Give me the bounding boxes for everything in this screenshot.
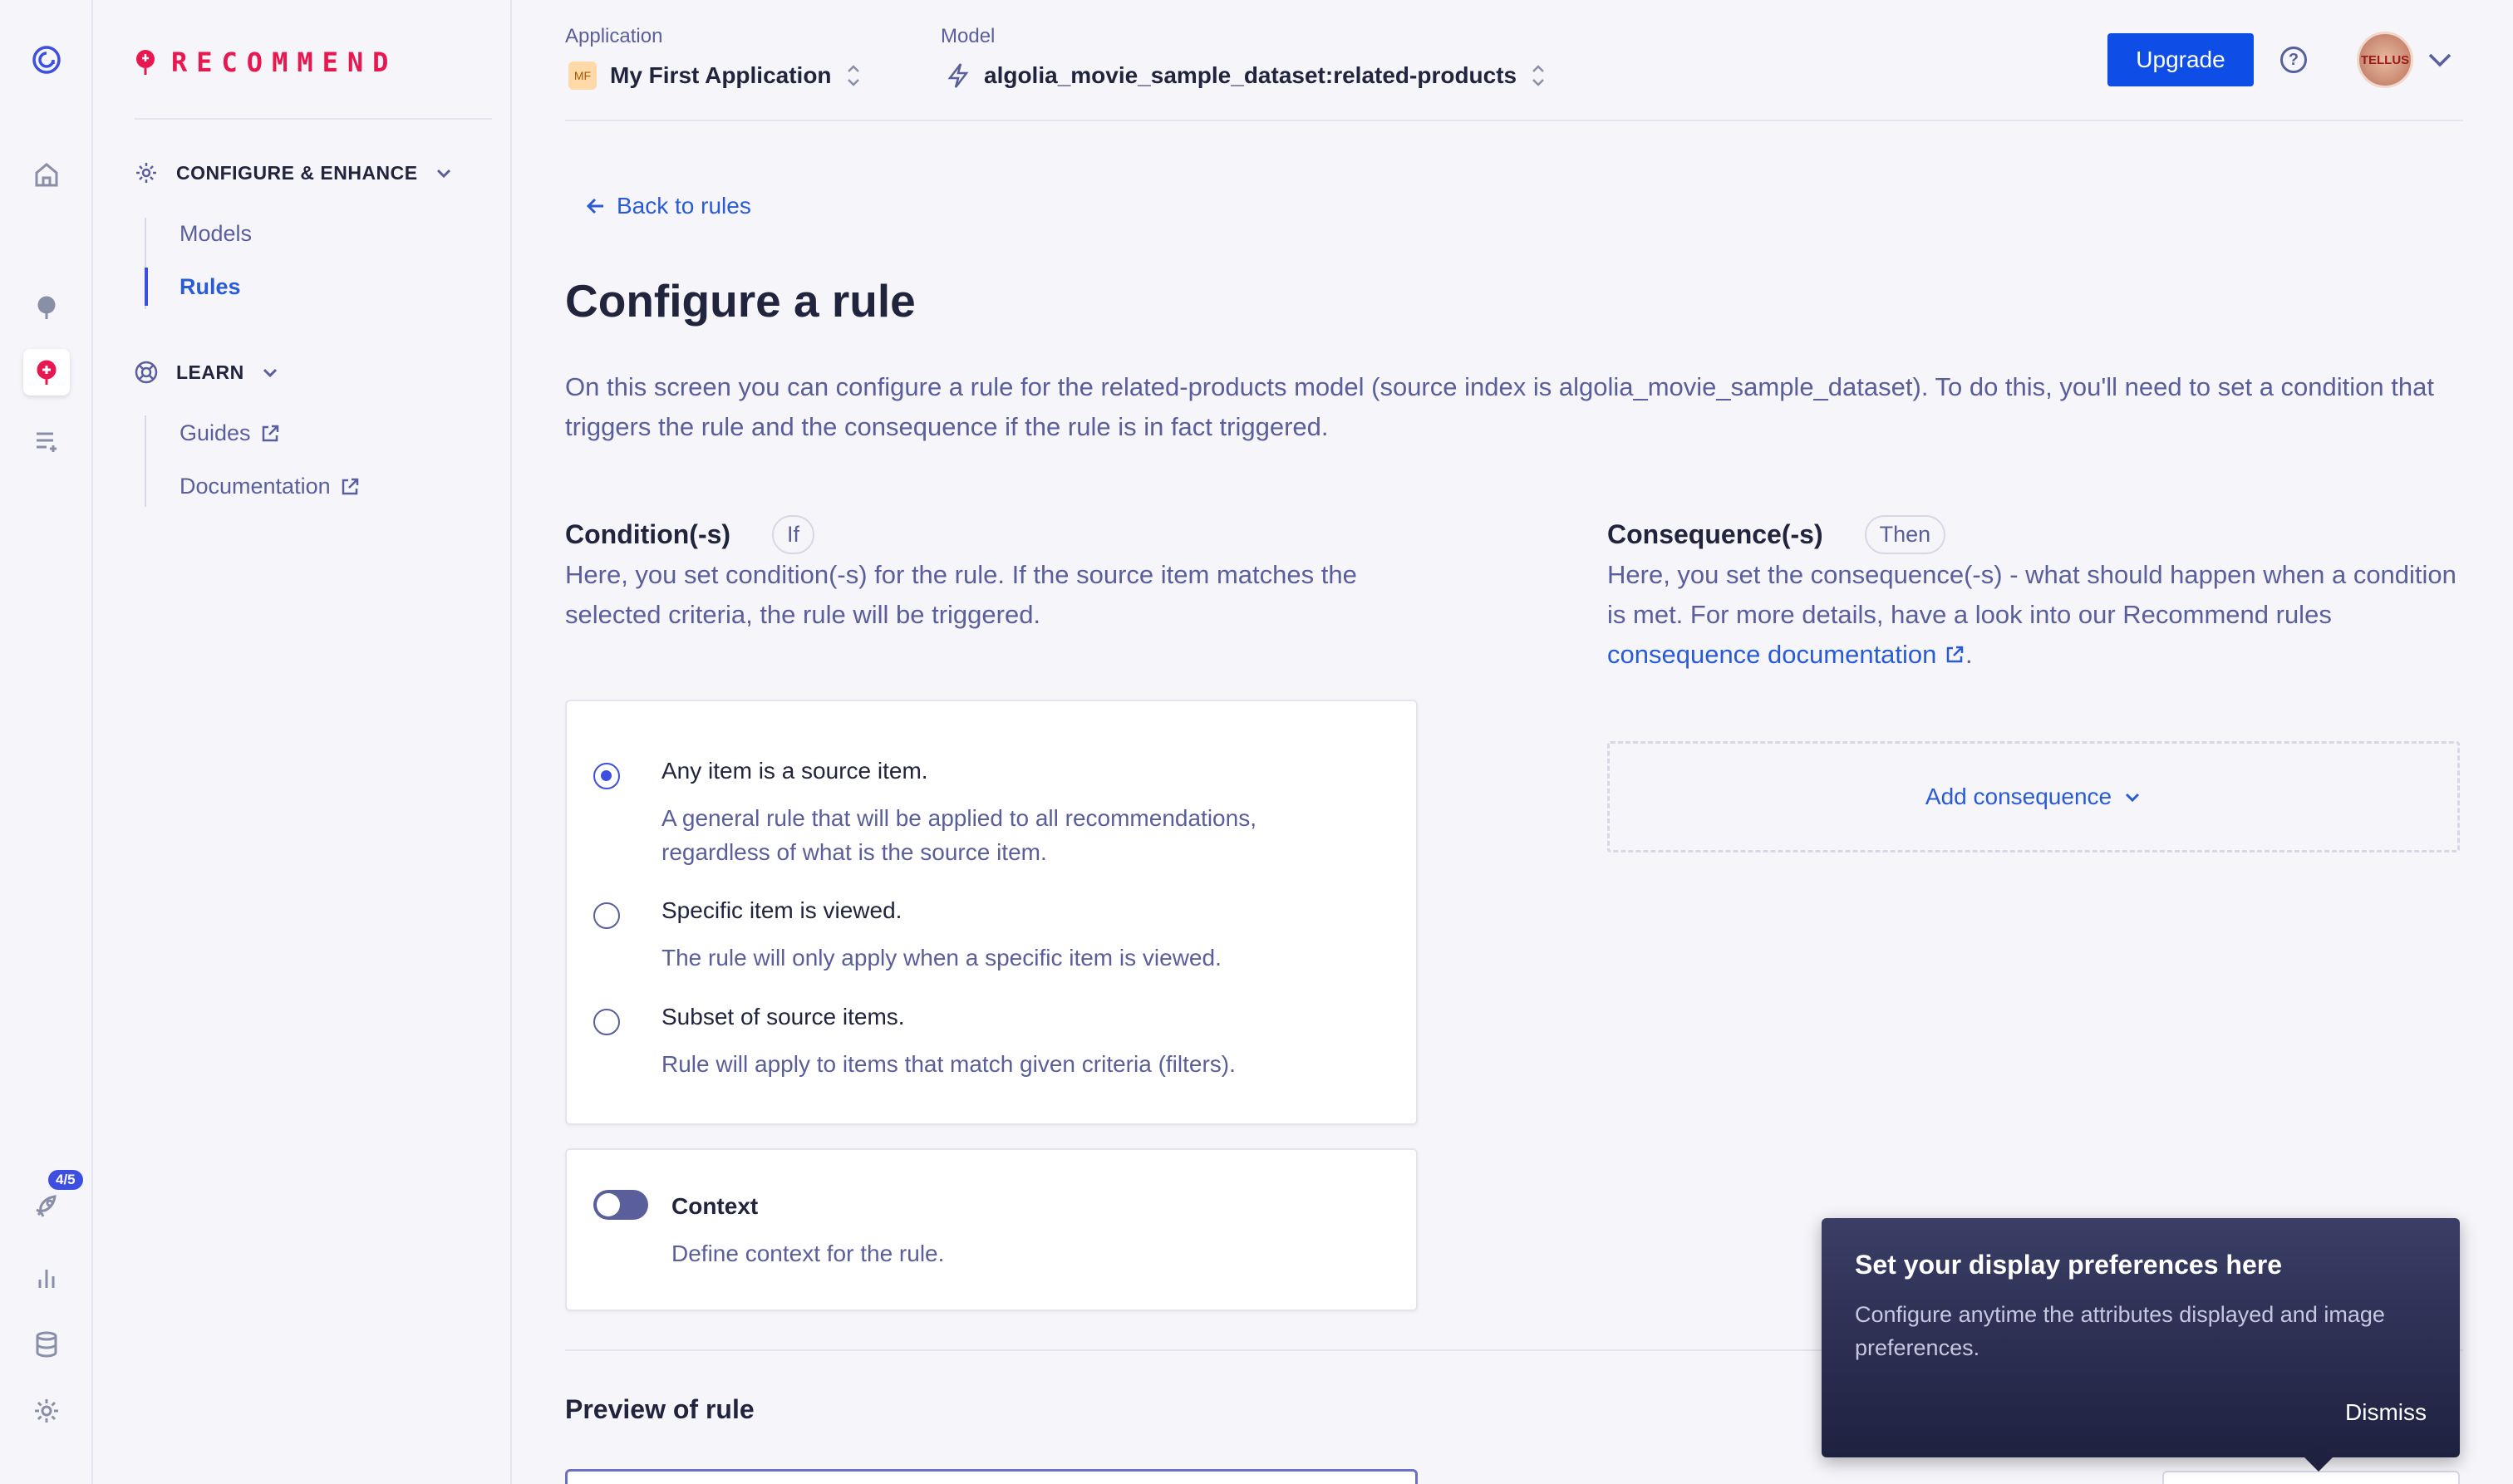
recommend-icon[interactable]	[23, 349, 70, 396]
section-title: LEARN	[176, 361, 244, 383]
application-name: My First Application	[610, 62, 832, 88]
chevron-down-icon	[435, 164, 453, 182]
consequence-title: Consequence(-s)	[1607, 519, 1823, 549]
active-indicator	[145, 268, 148, 306]
dismiss-button[interactable]: Dismiss	[2345, 1399, 2427, 1425]
chevron-updown-icon	[845, 61, 862, 90]
page-title: Configure a rule	[565, 275, 916, 327]
preview-title: Preview of rule	[565, 1394, 755, 1424]
back-to-rules-link[interactable]	[585, 193, 751, 219]
option-description: A general rule that will be applied to all recommendations, regardless of what is the source item.	[661, 805, 1256, 865]
algolia-logo-icon[interactable]	[23, 37, 70, 83]
sidebar-item-models[interactable]	[180, 221, 252, 247]
condition-title: Condition(-s)	[565, 519, 731, 549]
external-link-icon	[259, 423, 281, 445]
condition-options-card	[565, 700, 1418, 1125]
sidebar-divider	[135, 118, 492, 120]
query-list-icon[interactable]	[23, 417, 70, 464]
application-selector[interactable]	[568, 61, 862, 90]
consequence-description	[1607, 555, 2460, 675]
preview-input[interactable]	[565, 1469, 1418, 1484]
lifebuoy-icon	[133, 359, 160, 386]
condition-description: Here, you set condition(-s) for the rule. If the source item matches the selected criteria, the rule will be triggered.	[565, 560, 1357, 629]
then-pill: Then	[1865, 515, 1946, 554]
database-icon[interactable]	[23, 1321, 70, 1368]
consequence-description-text: Here, you set the consequence(-s) - what should happen when a condition is met. For more details, have a look into our Recommend rules	[1607, 560, 2456, 629]
consequence-header	[1607, 515, 1945, 554]
search-product-icon[interactable]	[23, 284, 70, 331]
tooltip-body: Configure anytime the attributes displayed and image preferences.	[1855, 1302, 2385, 1360]
analytics-icon[interactable]	[23, 1255, 70, 1301]
page-intro: On this screen you can configure a rule for the related-products model (source index is algolia_movie_sample_dataset). To do this, you'll need to set a condition that triggers the rule and the consequence if the rule is in fact triggered.	[565, 372, 2434, 441]
sidebar-item-label: Rules	[180, 274, 241, 299]
if-pill: If	[772, 515, 814, 554]
sidebar-item-label: Documentation	[180, 474, 331, 499]
tooltip-caret	[2304, 1443, 2333, 1472]
radio-button[interactable]	[593, 763, 620, 789]
link-label: consequence documentation	[1607, 640, 1937, 669]
consequence-documentation-link[interactable]	[1607, 640, 1965, 669]
model-label: Model	[941, 25, 996, 47]
chevron-updown-icon	[1530, 61, 1547, 90]
section-learn[interactable]	[133, 359, 279, 386]
onboarding-progress-badge: 4/5	[48, 1170, 83, 1190]
sidebar-item-guides[interactable]	[180, 420, 281, 446]
context-title: Context	[671, 1193, 759, 1219]
context-toggle[interactable]	[593, 1190, 648, 1220]
external-link-icon	[339, 476, 361, 498]
chevron-down-icon	[261, 363, 279, 381]
recommend-pin-icon	[135, 49, 156, 76]
section-configure-enhance[interactable]	[133, 160, 453, 186]
gear-icon	[133, 160, 160, 186]
display-preferences-tooltip	[1822, 1218, 2460, 1457]
option-description: Rule will apply to items that match given criteria (filters).	[661, 1051, 1236, 1077]
home-icon[interactable]	[23, 151, 70, 198]
option-title: Specific item is viewed.	[661, 897, 902, 923]
model-selector[interactable]	[946, 61, 1547, 90]
back-link-label: Back to rules	[617, 193, 751, 219]
application-avatar: MF	[568, 61, 597, 90]
help-icon[interactable]: ?	[2280, 47, 2307, 73]
recommend-sidebar	[93, 0, 512, 1484]
upgrade-button[interactable]: Upgrade	[2107, 33, 2254, 86]
sidebar-item-documentation[interactable]	[180, 474, 361, 499]
recommend-brand	[135, 47, 397, 78]
nav-guide-line	[145, 415, 146, 507]
section-title: CONFIGURE & ENHANCE	[176, 161, 418, 184]
chevron-down-icon	[2123, 788, 2142, 806]
external-link-icon	[1944, 644, 1965, 666]
arrow-left-icon	[585, 195, 607, 217]
header-divider	[565, 120, 2463, 121]
sidebar-item-label: Models	[180, 221, 253, 246]
model-name: algolia_movie_sample_dataset:related-products	[984, 62, 1517, 88]
context-card	[565, 1148, 1418, 1311]
sidebar-item-rules[interactable]	[180, 274, 241, 300]
lightning-icon	[946, 61, 971, 90]
brand-name: RECOMMEND	[171, 47, 398, 78]
add-consequence-label: Add consequence	[1925, 784, 2112, 809]
option-title: Subset of source items.	[661, 1004, 905, 1029]
icon-rail	[0, 0, 93, 1484]
add-consequence-button[interactable]	[1607, 741, 2460, 853]
rocket-icon[interactable]	[23, 1183, 70, 1230]
tooltip-title: Set your display preferences here	[1855, 1250, 2282, 1280]
application-label: Application	[565, 25, 663, 47]
preview-select[interactable]	[2162, 1471, 2460, 1484]
consequence-description-end: .	[1965, 640, 1973, 669]
option-description: The rule will only apply when a specific item is viewed.	[661, 945, 1222, 970]
chevron-down-icon[interactable]	[2427, 48, 2453, 71]
user-avatar[interactable]: TELLUS	[2357, 32, 2413, 88]
radio-button[interactable]	[593, 902, 620, 929]
radio-button[interactable]	[593, 1009, 620, 1035]
sidebar-item-label: Guides	[180, 420, 251, 445]
condition-header	[565, 515, 814, 554]
option-title: Any item is a source item.	[661, 758, 928, 784]
context-description: Define context for the rule.	[671, 1241, 945, 1266]
settings-gear-icon[interactable]	[23, 1388, 70, 1434]
